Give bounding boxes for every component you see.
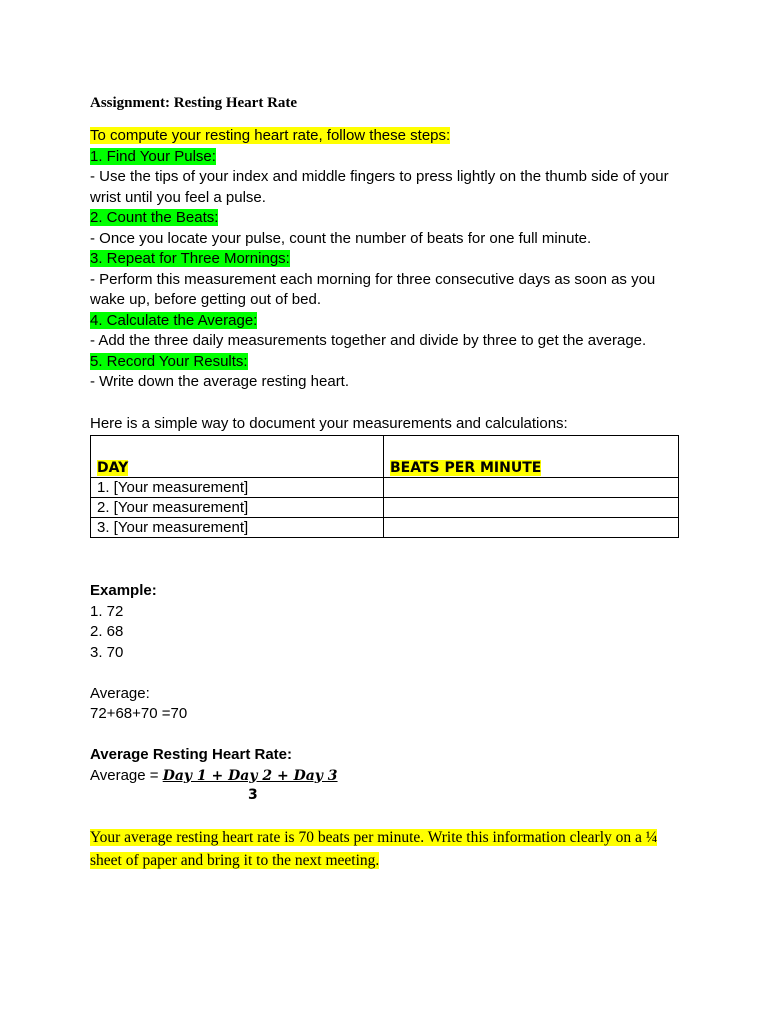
- intro-line-text: To compute your resting heart rate, follow these steps:: [90, 127, 451, 144]
- intro-line: [90, 126, 690, 147]
- step-5-heading: [90, 352, 690, 373]
- example-item: 1. 72: [90, 602, 124, 620]
- conclusion-paragraph: [90, 826, 690, 872]
- step-4-heading: [90, 311, 690, 332]
- example-item: 2. 68: [90, 623, 124, 640]
- step-2-heading: [90, 208, 690, 229]
- spacer: [90, 725, 338, 746]
- step-heading-text: 5. Record Your Results:: [90, 352, 248, 370]
- day-cell: 1. [Your measurement]: [91, 478, 384, 498]
- steps-section: [90, 126, 690, 393]
- bpm-cell[interactable]: [384, 478, 679, 498]
- example-section: [90, 581, 338, 786]
- formula-label: Average =: [90, 766, 163, 784]
- step-heading-text: 3. Repeat for Three Mornings:: [90, 250, 290, 267]
- step-5-text: - Write down the average resting heart.: [90, 373, 350, 390]
- step-3-text: - Perform this measurement each morning for three consecutive days as soon as you wake up, before getting out of bed.: [90, 270, 656, 308]
- step-4-text: - Add the three daily measurements together and divide by three to get the average.: [90, 332, 647, 349]
- formula-numerator: Day 1 + Day 2 + Day 3: [162, 767, 338, 784]
- formula-line: [90, 766, 338, 787]
- header-day: [91, 436, 384, 478]
- table-header-row: [91, 436, 679, 478]
- average-label: Average:: [90, 684, 150, 702]
- step-heading-text: 1. Find Your Pulse:: [90, 147, 216, 165]
- table-intro: Here is a simple way to document your measurements and calculations:: [90, 415, 568, 432]
- header-bpm: [384, 436, 679, 478]
- document-title: Assignment: Resting Heart Rate: [90, 95, 298, 111]
- step-heading-text: 2. Count the Beats:: [90, 209, 219, 226]
- header-day-label: DAY: [97, 460, 129, 476]
- day-cell: 2. [Your measurement]: [91, 498, 384, 518]
- spacer: [90, 663, 338, 684]
- table-row: [91, 498, 679, 518]
- conclusion-text: Your average resting heart rate is 70 beats per minute. Write this information clearly on a ¼ sheet of paper and bring it to the next meeting.: [90, 829, 658, 869]
- step-2-text: - Once you locate your pulse, count the number of beats for one full minute.: [90, 229, 592, 247]
- step-1-heading: [90, 147, 690, 168]
- measurement-table: [90, 435, 679, 538]
- table-row: [91, 478, 679, 498]
- header-bpm-label: BEATS PER MINUTE: [390, 460, 542, 476]
- formula-heading: Average Resting Heart Rate:: [90, 746, 293, 763]
- example-heading: Example:: [90, 582, 157, 599]
- formula-denominator: 3: [248, 787, 258, 803]
- bpm-cell[interactable]: [384, 518, 679, 538]
- step-heading-text: 4. Calculate the Average:: [90, 311, 258, 329]
- step-3-heading: [90, 249, 690, 270]
- example-item: 3. 70: [90, 643, 124, 661]
- average-calc: 72+68+70 =70: [90, 705, 188, 722]
- table-row: [91, 518, 679, 538]
- bpm-cell[interactable]: [384, 498, 679, 518]
- day-cell: 3. [Your measurement]: [91, 518, 384, 538]
- step-1-text: - Use the tips of your index and middle fingers to press lightly on the thumb side of your wrist until you feel a pulse.: [90, 168, 669, 206]
